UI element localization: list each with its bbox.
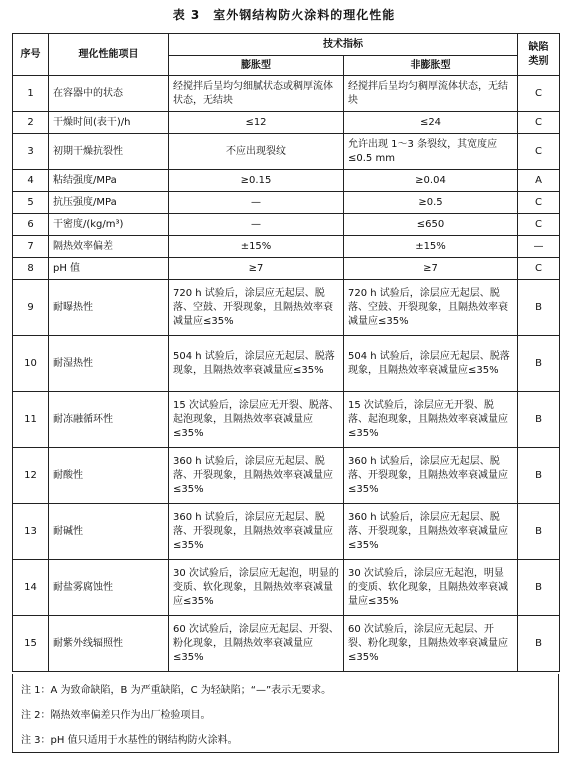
row-item: 初期干燥抗裂性 <box>49 134 169 170</box>
header-defect-line1: 缺陷 <box>528 41 549 53</box>
row-defect-class: C <box>518 112 560 134</box>
row-expanding-value: 15 次试验后，涂层应无开裂、脱落、起泡现象，且隔热效率衰减量应≤35% <box>169 392 344 448</box>
row-nonexpanding-value: ≤24 <box>344 112 518 134</box>
row-defect-class: B <box>518 336 560 392</box>
row-expanding-value: 360 h 试验后，涂层应无起层、脱落、开裂现象，且隔热效率衰减量应≤35% <box>169 448 344 504</box>
header-expanding: 膨胀型 <box>169 56 344 76</box>
row-item: 耐湿热性 <box>49 336 169 392</box>
row-defect-class: C <box>518 192 560 214</box>
row-expanding-value: 504 h 试验后，涂层应无起层、脱落现象，且隔热效率衰减量应≤35% <box>169 336 344 392</box>
row-defect-class: C <box>518 258 560 280</box>
row-item: 干密度/(kg/m³) <box>49 214 169 236</box>
row-number: 3 <box>13 134 49 170</box>
row-item: 耐盐雾腐蚀性 <box>49 560 169 616</box>
row-number: 15 <box>13 616 49 672</box>
row-expanding-value: 60 次试验后，涂层应无起层、开裂、粉化现象，且隔热效率衰减量应≤35% <box>169 616 344 672</box>
table-row <box>13 258 560 280</box>
row-defect-class: B <box>518 448 560 504</box>
row-number: 5 <box>13 192 49 214</box>
row-expanding-value: — <box>169 214 344 236</box>
table-row <box>13 192 560 214</box>
row-number: 11 <box>13 392 49 448</box>
row-expanding-value: ≥7 <box>169 258 344 280</box>
table-row <box>13 392 560 448</box>
row-item: 耐紫外线辐照性 <box>49 616 169 672</box>
row-item: 隔热效率偏差 <box>49 236 169 258</box>
row-number: 14 <box>13 560 49 616</box>
row-nonexpanding-value: 15 次试验后，涂层应无开裂、脱落、起泡现象，且隔热效率衰减量应≤35% <box>344 392 518 448</box>
row-defect-class: A <box>518 170 560 192</box>
row-nonexpanding-value: ≥0.5 <box>344 192 518 214</box>
table-row <box>13 336 560 392</box>
row-defect-class: B <box>518 616 560 672</box>
row-expanding-value: 360 h 试验后，涂层应无起层、脱落、开裂现象，且隔热效率衰减量应≤35% <box>169 504 344 560</box>
note-1: 注 1：A 为致命缺陷，B 为严重缺陷，C 为轻缺陷；“—”表示无要求。 <box>21 685 332 696</box>
table-row <box>13 170 560 192</box>
row-number: 13 <box>13 504 49 560</box>
row-number: 10 <box>13 336 49 392</box>
row-defect-class: B <box>518 392 560 448</box>
row-nonexpanding-value: ≤650 <box>344 214 518 236</box>
table-row <box>13 76 560 112</box>
header-tech: 技术指标 <box>169 34 518 56</box>
table-row <box>13 280 560 336</box>
row-item: pH 值 <box>49 258 169 280</box>
row-number: 12 <box>13 448 49 504</box>
table-row <box>13 504 560 560</box>
row-defect-class: B <box>518 560 560 616</box>
row-item: 耐曝热性 <box>49 280 169 336</box>
table-row <box>13 214 560 236</box>
table-title: 表 3 室外钢结构防火涂料的理化性能 <box>172 8 396 22</box>
notes-block <box>12 674 559 753</box>
row-number: 6 <box>13 214 49 236</box>
table-row <box>13 134 560 170</box>
header-defect <box>518 34 560 76</box>
row-item: 粘结强度/MPa <box>49 170 169 192</box>
row-defect-class: C <box>518 76 560 112</box>
row-expanding-value: — <box>169 192 344 214</box>
row-nonexpanding-value: ≥7 <box>344 258 518 280</box>
row-nonexpanding-value: 504 h 试验后，涂层应无起层、脱落现象，且隔热效率衰减量应≤35% <box>344 336 518 392</box>
row-number: 2 <box>13 112 49 134</box>
table-row <box>13 560 560 616</box>
row-nonexpanding-value: 30 次试验后，涂层应无起泡，明显的变质、软化现象，且隔热效率衰减量应≤35% <box>344 560 518 616</box>
row-expanding-value: 720 h 试验后，涂层应无起层、脱落、空鼓、开裂现象，且隔热效率衰减量应≤35% <box>169 280 344 336</box>
row-number: 1 <box>13 76 49 112</box>
header-nonexpanding: 非膨胀型 <box>344 56 518 76</box>
row-number: 8 <box>13 258 49 280</box>
table-row <box>13 236 560 258</box>
row-nonexpanding-value: 360 h 试验后，涂层应无起层、脱落、开裂现象，且隔热效率衰减量应≤35% <box>344 504 518 560</box>
row-expanding-value: 30 次试验后，涂层应无起泡，明显的变质、软化现象，且隔热效率衰减量应≤35% <box>169 560 344 616</box>
row-defect-class: C <box>518 214 560 236</box>
row-item: 干燥时间(表干)/h <box>49 112 169 134</box>
row-expanding-value: ≤12 <box>169 112 344 134</box>
row-item: 耐碱性 <box>49 504 169 560</box>
header-seq: 序号 <box>13 34 49 76</box>
row-nonexpanding-value: 60 次试验后，涂层应无起层、开裂、粉化现象，且隔热效率衰减量应≤35% <box>344 616 518 672</box>
row-nonexpanding-value: ±15% <box>344 236 518 258</box>
row-defect-class: — <box>518 236 560 258</box>
table-row <box>13 112 560 134</box>
header-item: 理化性能项目 <box>49 34 169 76</box>
row-nonexpanding-value: 360 h 试验后，涂层应无起层、脱落、开裂现象，且隔热效率衰减量应≤35% <box>344 448 518 504</box>
table-row <box>13 616 560 672</box>
row-expanding-value: ≥0.15 <box>169 170 344 192</box>
row-nonexpanding-value: 720 h 试验后，涂层应无起层、脱落、空鼓、开裂现象，且隔热效率衰减量应≤35% <box>344 280 518 336</box>
note-3: 注 3：pH 值只适用于水基性的钢结构防火涂料。 <box>21 735 238 746</box>
row-item: 在容器中的状态 <box>49 76 169 112</box>
row-defect-class: B <box>518 504 560 560</box>
note-2: 注 2：隔热效率偏差只作为出厂检验项目。 <box>21 710 211 721</box>
row-number: 9 <box>13 280 49 336</box>
row-item: 耐冻融循环性 <box>49 392 169 448</box>
header-defect-line2: 类别 <box>528 55 549 67</box>
row-nonexpanding-value: 允许出现 1～3 条裂纹，其宽度应≤0.5 mm <box>344 134 518 170</box>
row-expanding-value: ±15% <box>169 236 344 258</box>
row-number: 4 <box>13 170 49 192</box>
row-defect-class: C <box>518 134 560 170</box>
table-row <box>13 448 560 504</box>
table-body <box>13 76 560 672</box>
row-defect-class: B <box>518 280 560 336</box>
row-item: 抗压强度/MPa <box>49 192 169 214</box>
row-expanding-value: 不应出现裂纹 <box>169 134 344 170</box>
row-number: 7 <box>13 236 49 258</box>
properties-table <box>12 33 560 672</box>
row-item: 耐酸性 <box>49 448 169 504</box>
row-nonexpanding-value: 经搅拌后呈均匀稠厚流体状态，无结块 <box>344 76 518 112</box>
row-expanding-value: 经搅拌后呈均匀细腻状态或稠厚流体状态，无结块 <box>169 76 344 112</box>
row-nonexpanding-value: ≥0.04 <box>344 170 518 192</box>
